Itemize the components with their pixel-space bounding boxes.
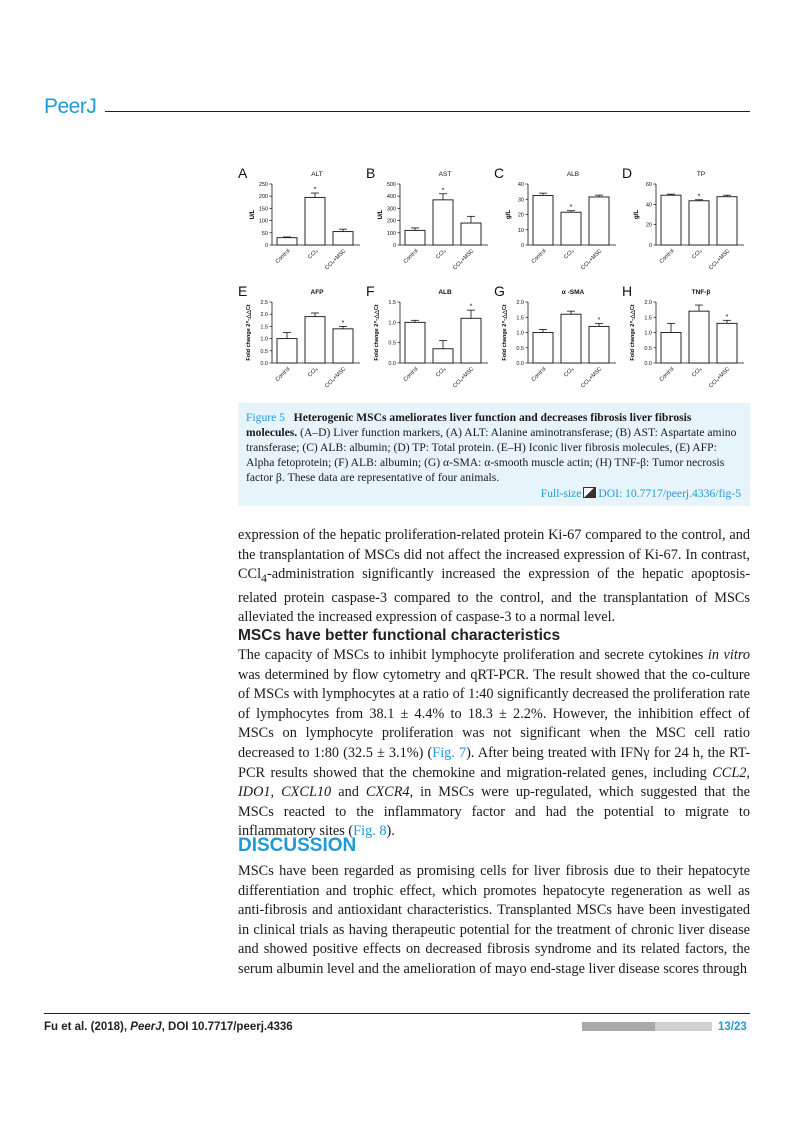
header-rule [105, 111, 750, 112]
panel-letter-c: C [494, 165, 505, 181]
para1-text-b: -administration significantly increased the expression of the hepatic apoptosis-related protein caspase-3 compared to the control, and the transplantation of MSCs alleviated the increased expression of caspase-3 to a normal level. [238, 566, 750, 626]
x-tick-label-b-1: CCl₄ [435, 248, 448, 261]
y-tick-label-f-3: 1.5 [388, 300, 396, 306]
panel-letter-f: F [366, 283, 375, 299]
y-tick-label-d-0: 0 [648, 243, 652, 249]
y-tick-label-b-3: 300 [386, 206, 396, 213]
panel-title-d: TP [696, 171, 706, 178]
panel-title-e: AFP [310, 289, 324, 296]
bar-a-2 [333, 232, 353, 245]
caption-label: Figure 5 [246, 411, 285, 424]
x-tick-label-b-2: CCl₄+MSC [452, 248, 476, 272]
x-tick-label-d-0: Control [658, 248, 676, 265]
bar-f-2 [461, 318, 481, 363]
x-tick-label-a-0: Control [274, 248, 292, 265]
doi-link[interactable]: DOI: 10.7717/peerj.4336/fig-5 [598, 487, 741, 500]
y-tick-label-h-0: 0.0 [644, 361, 652, 367]
page-progress-fill [582, 1022, 655, 1031]
bar-f-0 [405, 322, 425, 363]
y-tick-label-h-2: 1.0 [644, 330, 652, 337]
y-tick-label-c-3: 30 [517, 197, 524, 204]
x-tick-label-g-2: CCl₄+MSC [580, 366, 604, 390]
page-number: 13/23 [718, 1021, 747, 1033]
caption-text: (A–D) Liver function markers, (A) ALT: Alanine aminotransferase; (B) AST: Aspartate amino transferase; (C) ALB: albumin; (D) TP: Total protein. (E–H) Iconic liver fibrosis molecules, (E) AFP: Alpha fetoprotein; (F) ALB: albumin; (G) α-SMA: α-smooth muscle actin; (H) TNF-β: Tumor necrosis factor β. These data are representative of four animals. [246, 426, 737, 484]
para2-text-3: ). After being treated with IFNγ for 24 h, the RT-PCR results showed that the chemokine and migration-related genes, including [238, 744, 750, 781]
bar-g-2 [589, 326, 609, 363]
bar-c-2 [589, 197, 609, 245]
paragraph-discussion: MSCs have been regarded as promising cells for liver fibrosis due to their hepatocyte differentiation and trophic effect, which promotes hepatocyte regeneration as well as anti-fibrosis and antioxidant characteristics. Transplanted MSCs have been investigated in clinical trials as having therapeutic potential for the treatment of chronic liver disease and showed positive effects on decreased fibrosis syndrome and its related factors, the serum albumin level and the amelioration of mayo end-stage liver disease scores through [238, 863, 750, 977]
caption-links [541, 487, 741, 500]
footer-doi: , DOI 10.7717/peerj.4336 [161, 1021, 293, 1033]
x-tick-label-g-1: CCl₄ [563, 366, 576, 379]
gene-list: CCL2, IDO1, CXCL10 [238, 764, 750, 801]
image-icon [583, 487, 596, 498]
bar-h-1 [689, 311, 709, 363]
section-heading-msc: MSCs have better functional characteristics [238, 627, 561, 644]
y-tick-label-e-1: 0.5 [260, 348, 268, 355]
y-axis-label-g: Fold change 2^-△△Ct [502, 304, 508, 361]
para1-subscript: 4 [261, 571, 267, 586]
panel-letter-g: G [494, 283, 505, 299]
caption-title: Heterogenic MSCs ameliorates liver function and decreases fibrosis liver fibrosis molecules. [246, 411, 692, 439]
footer-journal: PeerJ [130, 1021, 162, 1033]
y-tick-label-c-2: 20 [517, 212, 524, 219]
y-tick-label-e-5: 2.5 [260, 300, 268, 306]
x-tick-label-g-0: Control [530, 366, 548, 383]
y-tick-label-a-4: 200 [258, 194, 268, 201]
panel-title-b: AST [438, 171, 452, 178]
panel-letter-b: B [366, 165, 376, 181]
y-tick-label-a-0: 0 [264, 243, 268, 249]
bar-h-0 [661, 333, 681, 364]
y-tick-label-c-1: 10 [517, 227, 524, 234]
bar-a-1 [305, 197, 325, 245]
bar-g-1 [561, 314, 581, 363]
para2-text-1: The capacity of MSCs to inhibit lymphocyte proliferation and secrete cytokines [238, 647, 708, 663]
significance-star-e-2: * [341, 319, 345, 327]
panel-title-c: ALB [566, 171, 580, 178]
y-tick-label-b-2: 200 [386, 218, 396, 225]
y-tick-label-b-5: 500 [386, 182, 396, 188]
y-tick-label-g-2: 1.0 [516, 330, 524, 337]
bar-c-0 [533, 195, 553, 245]
para2-italic: in vitro [707, 647, 750, 663]
page-progress-bar [582, 1022, 712, 1031]
paragraph-ki67 [238, 526, 750, 628]
bar-d-0 [661, 195, 681, 245]
x-tick-label-f-1: CCl₄ [435, 366, 448, 379]
y-tick-label-f-1: 0.5 [388, 340, 396, 347]
y-tick-label-h-1: 0.5 [644, 345, 652, 352]
footer-rule [44, 1013, 750, 1014]
para2-text-6: ). [386, 823, 395, 840]
y-tick-label-d-3: 60 [645, 182, 652, 188]
y-tick-label-b-0: 0 [392, 243, 396, 249]
bar-h-2 [717, 323, 737, 363]
y-tick-label-b-4: 400 [386, 194, 396, 201]
x-tick-label-e-2: CCl₄+MSC [324, 366, 348, 390]
bar-b-2 [461, 223, 481, 245]
fig7-link[interactable]: Fig. 7 [432, 744, 467, 761]
bar-e-2 [333, 329, 353, 363]
y-tick-label-c-0: 0 [520, 243, 524, 249]
bar-e-1 [305, 317, 325, 363]
bar-c-1 [561, 212, 581, 245]
panel-letter-a: A [238, 165, 248, 181]
y-tick-label-e-3: 1.5 [260, 324, 268, 331]
bar-a-0 [277, 238, 297, 245]
bar-f-1 [433, 349, 453, 363]
y-axis-label-h: Fold change 2^-△△Ct [630, 304, 636, 361]
x-tick-label-h-0: Control [658, 366, 676, 383]
panel-title-f: ALB [438, 289, 452, 296]
y-tick-label-e-4: 2.0 [260, 312, 268, 319]
x-tick-label-a-2: CCl₄+MSC [324, 248, 348, 272]
y-tick-label-a-2: 100 [258, 218, 268, 225]
y-axis-label-d: g/L [634, 210, 640, 219]
section-heading-discussion: DISCUSSION [238, 835, 357, 856]
x-tick-label-d-2: CCl₄+MSC [708, 248, 732, 272]
panel-letter-e: E [238, 283, 248, 299]
x-tick-label-c-0: Control [530, 248, 548, 265]
y-tick-label-g-1: 0.5 [516, 345, 524, 352]
para2-text-2: was determined by flow cytometry and qRT-PCR. The result showed that the co-culture of MSCs with lymphocytes at a ratio of 1:40 significantly decreased the proliferation rate of lymphocytes from 38.1 ± 4.4% to 18.3 ± 2.2%. However, the inhibition effect of MSCs on lymphocyte proliferation was not significant when the MSC cell ratio decreased to 1:80 (32.5 ± 3.1%) ( [238, 666, 750, 761]
y-tick-label-f-2: 1.0 [388, 320, 396, 327]
significance-star-b-1: * [441, 187, 445, 195]
y-tick-label-e-2: 1.0 [260, 336, 268, 343]
y-axis-label-e: Fold change 2^-△△Ct [246, 304, 252, 361]
para2-text-5: , in MSCs were up-regulated, which suggested that the MSCs reacted to the inflammatory factor and had the potential to migrate to inflammatory sites ( [238, 784, 750, 840]
bar-d-1 [689, 201, 709, 245]
para1-text-a: expression of the hepatic proliferation-related protein Ki-67 compared to the control, and the transplantation of MSCs did not affect the increased expression of Ki-67. In contrast, CCl [238, 527, 750, 583]
x-tick-label-a-1: CCl₄ [307, 248, 320, 261]
significance-star-h-2: * [725, 313, 729, 321]
x-tick-label-b-0: Control [402, 248, 420, 265]
x-tick-label-c-1: CCl₄ [563, 248, 576, 261]
x-tick-label-e-0: Control [274, 366, 292, 383]
panel-letter-d: D [622, 165, 633, 181]
significance-star-c-1: * [569, 204, 573, 212]
y-axis-label-c: g/L [506, 210, 512, 219]
panel-letter-h: H [622, 283, 633, 299]
x-tick-label-f-0: Control [402, 366, 420, 383]
y-tick-label-g-3: 1.5 [516, 315, 524, 322]
significance-star-d-1: * [697, 193, 701, 201]
significance-star-f-2: * [469, 303, 473, 311]
y-tick-label-h-4: 2.0 [644, 300, 652, 306]
para2-text-4: and [331, 784, 366, 801]
y-tick-label-c-4: 40 [517, 182, 524, 188]
y-tick-label-a-3: 150 [258, 206, 268, 213]
y-axis-label-b: U/L [378, 209, 384, 220]
bar-b-0 [405, 230, 425, 245]
panel-title-g: α -SMA [561, 289, 585, 296]
figure-5-panels [238, 160, 750, 400]
panel-title-a: ALT [311, 171, 323, 178]
full-size-link[interactable]: Full-size [540, 487, 582, 500]
significance-star-a-1: * [313, 186, 317, 194]
y-tick-label-g-4: 2.0 [516, 300, 524, 306]
y-tick-label-d-2: 40 [645, 202, 652, 209]
peerj-logo[interactable]: PeerJ [44, 95, 97, 118]
bar-g-0 [533, 333, 553, 364]
y-tick-label-b-1: 100 [386, 230, 396, 237]
bar-b-1 [433, 200, 453, 245]
x-tick-label-h-1: CCl₄ [691, 366, 704, 379]
footer-authors: Fu et al. (2018), [44, 1021, 131, 1033]
fig8-link[interactable]: Fig. 8 [353, 823, 387, 840]
y-tick-label-f-0: 0.0 [388, 361, 396, 367]
y-tick-label-a-1: 50 [261, 230, 268, 237]
x-tick-label-e-1: CCl₄ [307, 366, 320, 379]
x-tick-label-f-2: CCl₄+MSC [452, 366, 476, 390]
bar-d-2 [717, 197, 737, 245]
bar-e-0 [277, 339, 297, 363]
y-tick-label-d-1: 20 [645, 222, 652, 229]
paragraph-msc [238, 646, 750, 842]
figure-caption [246, 410, 744, 485]
gene-cxcr4: CXCR4 [365, 784, 410, 801]
y-tick-label-g-0: 0.0 [516, 361, 524, 367]
y-tick-label-e-0: 0.0 [260, 361, 268, 367]
y-tick-label-h-3: 1.5 [644, 315, 652, 322]
x-tick-label-h-2: CCl₄+MSC [708, 366, 732, 390]
x-tick-label-c-2: CCl₄+MSC [580, 248, 604, 272]
y-axis-label-a: U/L [250, 209, 256, 220]
x-tick-label-d-1: CCl₄ [691, 248, 704, 261]
y-axis-label-f: Fold change 2^-△△Ct [374, 304, 380, 361]
footer-citation [44, 1021, 293, 1033]
panel-title-h: TNF-β [691, 289, 711, 296]
y-tick-label-a-5: 250 [258, 182, 268, 188]
significance-star-g-2: * [597, 316, 601, 324]
